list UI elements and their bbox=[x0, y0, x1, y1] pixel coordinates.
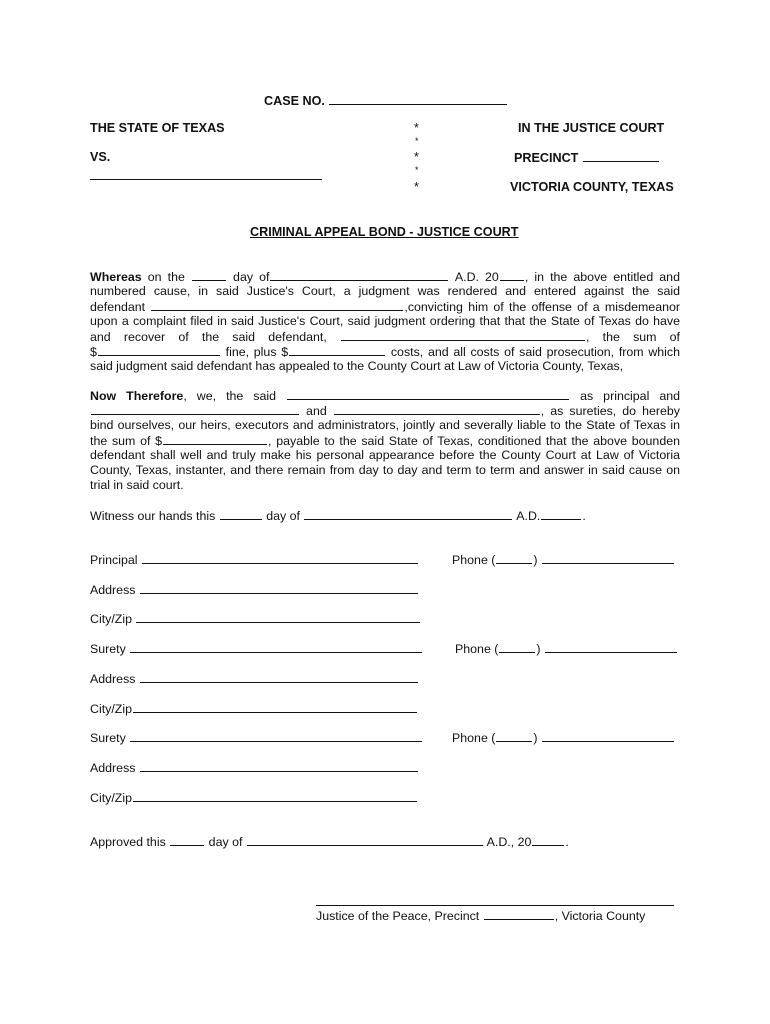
whereas-line-3 bbox=[90, 299, 680, 314]
cityzip-label: City/Zip bbox=[90, 702, 132, 716]
now-text: the sum of $ bbox=[90, 434, 163, 448]
phone-label: ) bbox=[533, 553, 538, 567]
now-therefore-lead: Now Therefore bbox=[90, 389, 184, 403]
whereas-text: , the sum of bbox=[586, 330, 680, 344]
now-text: , as sureties, do hereby bbox=[540, 404, 680, 418]
witness-line bbox=[90, 508, 586, 523]
approved-text: A.D., 20 bbox=[486, 835, 532, 849]
phone-label: Phone ( bbox=[452, 553, 496, 567]
witness-text: . bbox=[582, 509, 586, 523]
vs-label: VS. bbox=[90, 150, 111, 164]
whereas-text: costs, and all costs of said prosecution, from which bbox=[390, 345, 680, 359]
case-no-label: CASE NO. bbox=[264, 94, 325, 108]
bond-amount-blank[interactable] bbox=[163, 433, 267, 445]
whereas-day-blank[interactable] bbox=[192, 269, 226, 281]
star-2: * bbox=[415, 136, 419, 146]
surety-1-area-code-blank[interactable] bbox=[499, 641, 535, 653]
whereas-paragraph bbox=[90, 269, 680, 374]
precinct-blank[interactable] bbox=[583, 150, 659, 162]
whereas-line-6 bbox=[90, 344, 680, 359]
address-label: Address bbox=[90, 583, 136, 597]
surety-2-address-field bbox=[90, 760, 419, 775]
surety-1-name-blank[interactable] bbox=[91, 403, 299, 415]
surety-2-phone-field bbox=[452, 730, 675, 745]
principal-phone-field bbox=[452, 552, 675, 567]
star-3: * bbox=[414, 150, 419, 164]
surety-1-signature-blank[interactable] bbox=[130, 641, 422, 653]
star-1: * bbox=[414, 121, 419, 135]
case-number bbox=[264, 93, 508, 108]
witness-year-blank[interactable] bbox=[541, 508, 581, 520]
now-text: and bbox=[306, 404, 327, 418]
surety-2-phone-blank[interactable] bbox=[542, 730, 674, 742]
surety-1-field bbox=[90, 641, 423, 656]
surety-2-cityzip-field bbox=[90, 790, 418, 805]
principal-name-blank[interactable] bbox=[287, 388, 569, 400]
principal-area-code-blank[interactable] bbox=[496, 552, 532, 564]
whereas-line-5 bbox=[90, 329, 680, 344]
fine-amount-blank[interactable] bbox=[98, 344, 220, 356]
witness-month-blank[interactable] bbox=[304, 508, 512, 520]
whereas-text: on the bbox=[147, 270, 185, 284]
now-text: , we, the said bbox=[183, 389, 277, 403]
principal-signature-blank[interactable] bbox=[142, 552, 418, 564]
now-line-7: trial in said court. bbox=[90, 478, 184, 492]
surety-label: Surety bbox=[90, 642, 126, 656]
surety-1-address-blank[interactable] bbox=[140, 671, 418, 683]
surety-2-cityzip-blank[interactable] bbox=[133, 790, 417, 802]
now-therefore-paragraph bbox=[90, 388, 680, 493]
now-line-6: County, Texas, instanter, and there remain from day to day and term to term and answer in said cause on bbox=[90, 463, 680, 477]
witness-text: day of bbox=[266, 509, 301, 523]
principal-address-field bbox=[90, 582, 419, 597]
whereas-text: A.D. 20 bbox=[454, 270, 499, 284]
surety-2-field bbox=[90, 730, 423, 745]
whereas-text: fine, plus $ bbox=[225, 345, 289, 359]
star-5: * bbox=[414, 180, 419, 194]
defendant-name-blank[interactable] bbox=[90, 179, 322, 180]
costs-amount-blank[interactable] bbox=[289, 344, 385, 356]
whereas-line-1 bbox=[90, 269, 680, 284]
principal-cityzip-blank[interactable] bbox=[136, 611, 420, 623]
justice-signature-line[interactable] bbox=[316, 905, 674, 906]
now-line-1 bbox=[90, 388, 680, 403]
principal-label: Principal bbox=[90, 553, 138, 567]
surety-1-address-field bbox=[90, 671, 419, 686]
surety-label: Surety bbox=[90, 731, 126, 745]
witness-text: Witness our hands this bbox=[90, 509, 216, 523]
witness-day-blank[interactable] bbox=[220, 508, 262, 520]
cityzip-label: City/Zip bbox=[90, 612, 132, 626]
surety-1-cityzip-field bbox=[90, 701, 418, 716]
whereas-text: defendant bbox=[90, 300, 146, 314]
now-text: , payable to the said State of Texas, conditioned that the above bounden bbox=[268, 434, 681, 448]
whereas-text: ,convicting him of the offense of a misdemeanor bbox=[404, 300, 680, 314]
approved-text: . bbox=[565, 835, 569, 849]
precinct bbox=[514, 150, 660, 165]
witness-text: A.D. bbox=[516, 509, 541, 523]
now-line-2 bbox=[90, 403, 680, 418]
phone-label: Phone ( bbox=[452, 731, 496, 745]
justice-court-label: IN THE JUSTICE COURT bbox=[518, 121, 665, 135]
approved-line bbox=[90, 834, 569, 849]
cityzip-label: City/Zip bbox=[90, 791, 132, 805]
surety-2-name-blank[interactable] bbox=[334, 403, 540, 415]
star-4: * bbox=[415, 165, 419, 175]
phone-label: ) bbox=[533, 731, 538, 745]
justice-signature-caption bbox=[316, 908, 645, 923]
now-line-5: defendant shall well and truly make his personal appearance before the County Court at Law of Victoria bbox=[90, 448, 680, 462]
precinct-label: PRECINCT bbox=[514, 151, 579, 165]
principal-address-blank[interactable] bbox=[140, 582, 418, 594]
surety-1-phone-blank[interactable] bbox=[545, 641, 677, 653]
justice-precinct-blank[interactable] bbox=[484, 908, 554, 920]
principal-field bbox=[90, 552, 419, 567]
approved-text: Approved this bbox=[90, 835, 166, 849]
form-title: CRIMINAL APPEAL BOND - JUSTICE COURT bbox=[250, 225, 519, 239]
whereas-month-blank[interactable] bbox=[270, 269, 448, 281]
whereas-text: $ bbox=[90, 345, 97, 359]
surety-2-area-code-blank[interactable] bbox=[496, 730, 532, 742]
case-no-blank[interactable] bbox=[329, 93, 507, 105]
whereas-line-2: numbered cause, in said Justice's Court, a judgment was rendered and entered against the said bbox=[90, 284, 680, 298]
phone-label: ) bbox=[536, 642, 541, 656]
whereas-lead: Whereas bbox=[90, 270, 142, 284]
now-text: as principal and bbox=[580, 389, 680, 403]
principal-cityzip-field bbox=[90, 611, 421, 626]
address-label: Address bbox=[90, 761, 136, 775]
whereas-line-4: upon a complaint filed in said Justice's Court, said judgment ordering that that the State of Texas do have bbox=[90, 314, 680, 328]
county-label: VICTORIA COUNTY, TEXAS bbox=[510, 180, 674, 194]
state-of-texas: THE STATE OF TEXAS bbox=[90, 121, 225, 135]
signature-caption-text: Justice of the Peace, Precinct bbox=[316, 909, 480, 923]
whereas-year-blank[interactable] bbox=[500, 269, 524, 281]
whereas-text: , in the above entitled and bbox=[524, 270, 680, 284]
approved-month-blank[interactable] bbox=[247, 834, 483, 846]
principal-phone-blank[interactable] bbox=[542, 552, 674, 564]
whereas-text: day of bbox=[233, 270, 270, 284]
signature-caption-text: , Victoria County bbox=[554, 909, 646, 923]
phone-label: Phone ( bbox=[455, 642, 499, 656]
approved-year-blank[interactable] bbox=[532, 834, 564, 846]
approved-day-blank[interactable] bbox=[170, 834, 204, 846]
surety-1-phone-field bbox=[455, 641, 678, 656]
approved-text: day of bbox=[208, 835, 243, 849]
surety-1-cityzip-blank[interactable] bbox=[133, 701, 417, 713]
whereas-line-7: said judgment said defendant has appealed to the County Court at Law of Victoria County, Texas, bbox=[90, 359, 624, 373]
defendant-blank[interactable] bbox=[151, 299, 403, 311]
surety-2-signature-blank[interactable] bbox=[130, 730, 422, 742]
surety-2-address-blank[interactable] bbox=[140, 760, 418, 772]
defendant-name-2-blank[interactable] bbox=[341, 329, 585, 341]
now-line-3: bind ourselves, our heirs, executors and administrators, jointly and severally liable to the State of Texas in bbox=[90, 418, 680, 432]
now-line-4 bbox=[90, 433, 680, 448]
address-label: Address bbox=[90, 672, 136, 686]
whereas-text: and recover of the said defendant, bbox=[90, 330, 327, 344]
